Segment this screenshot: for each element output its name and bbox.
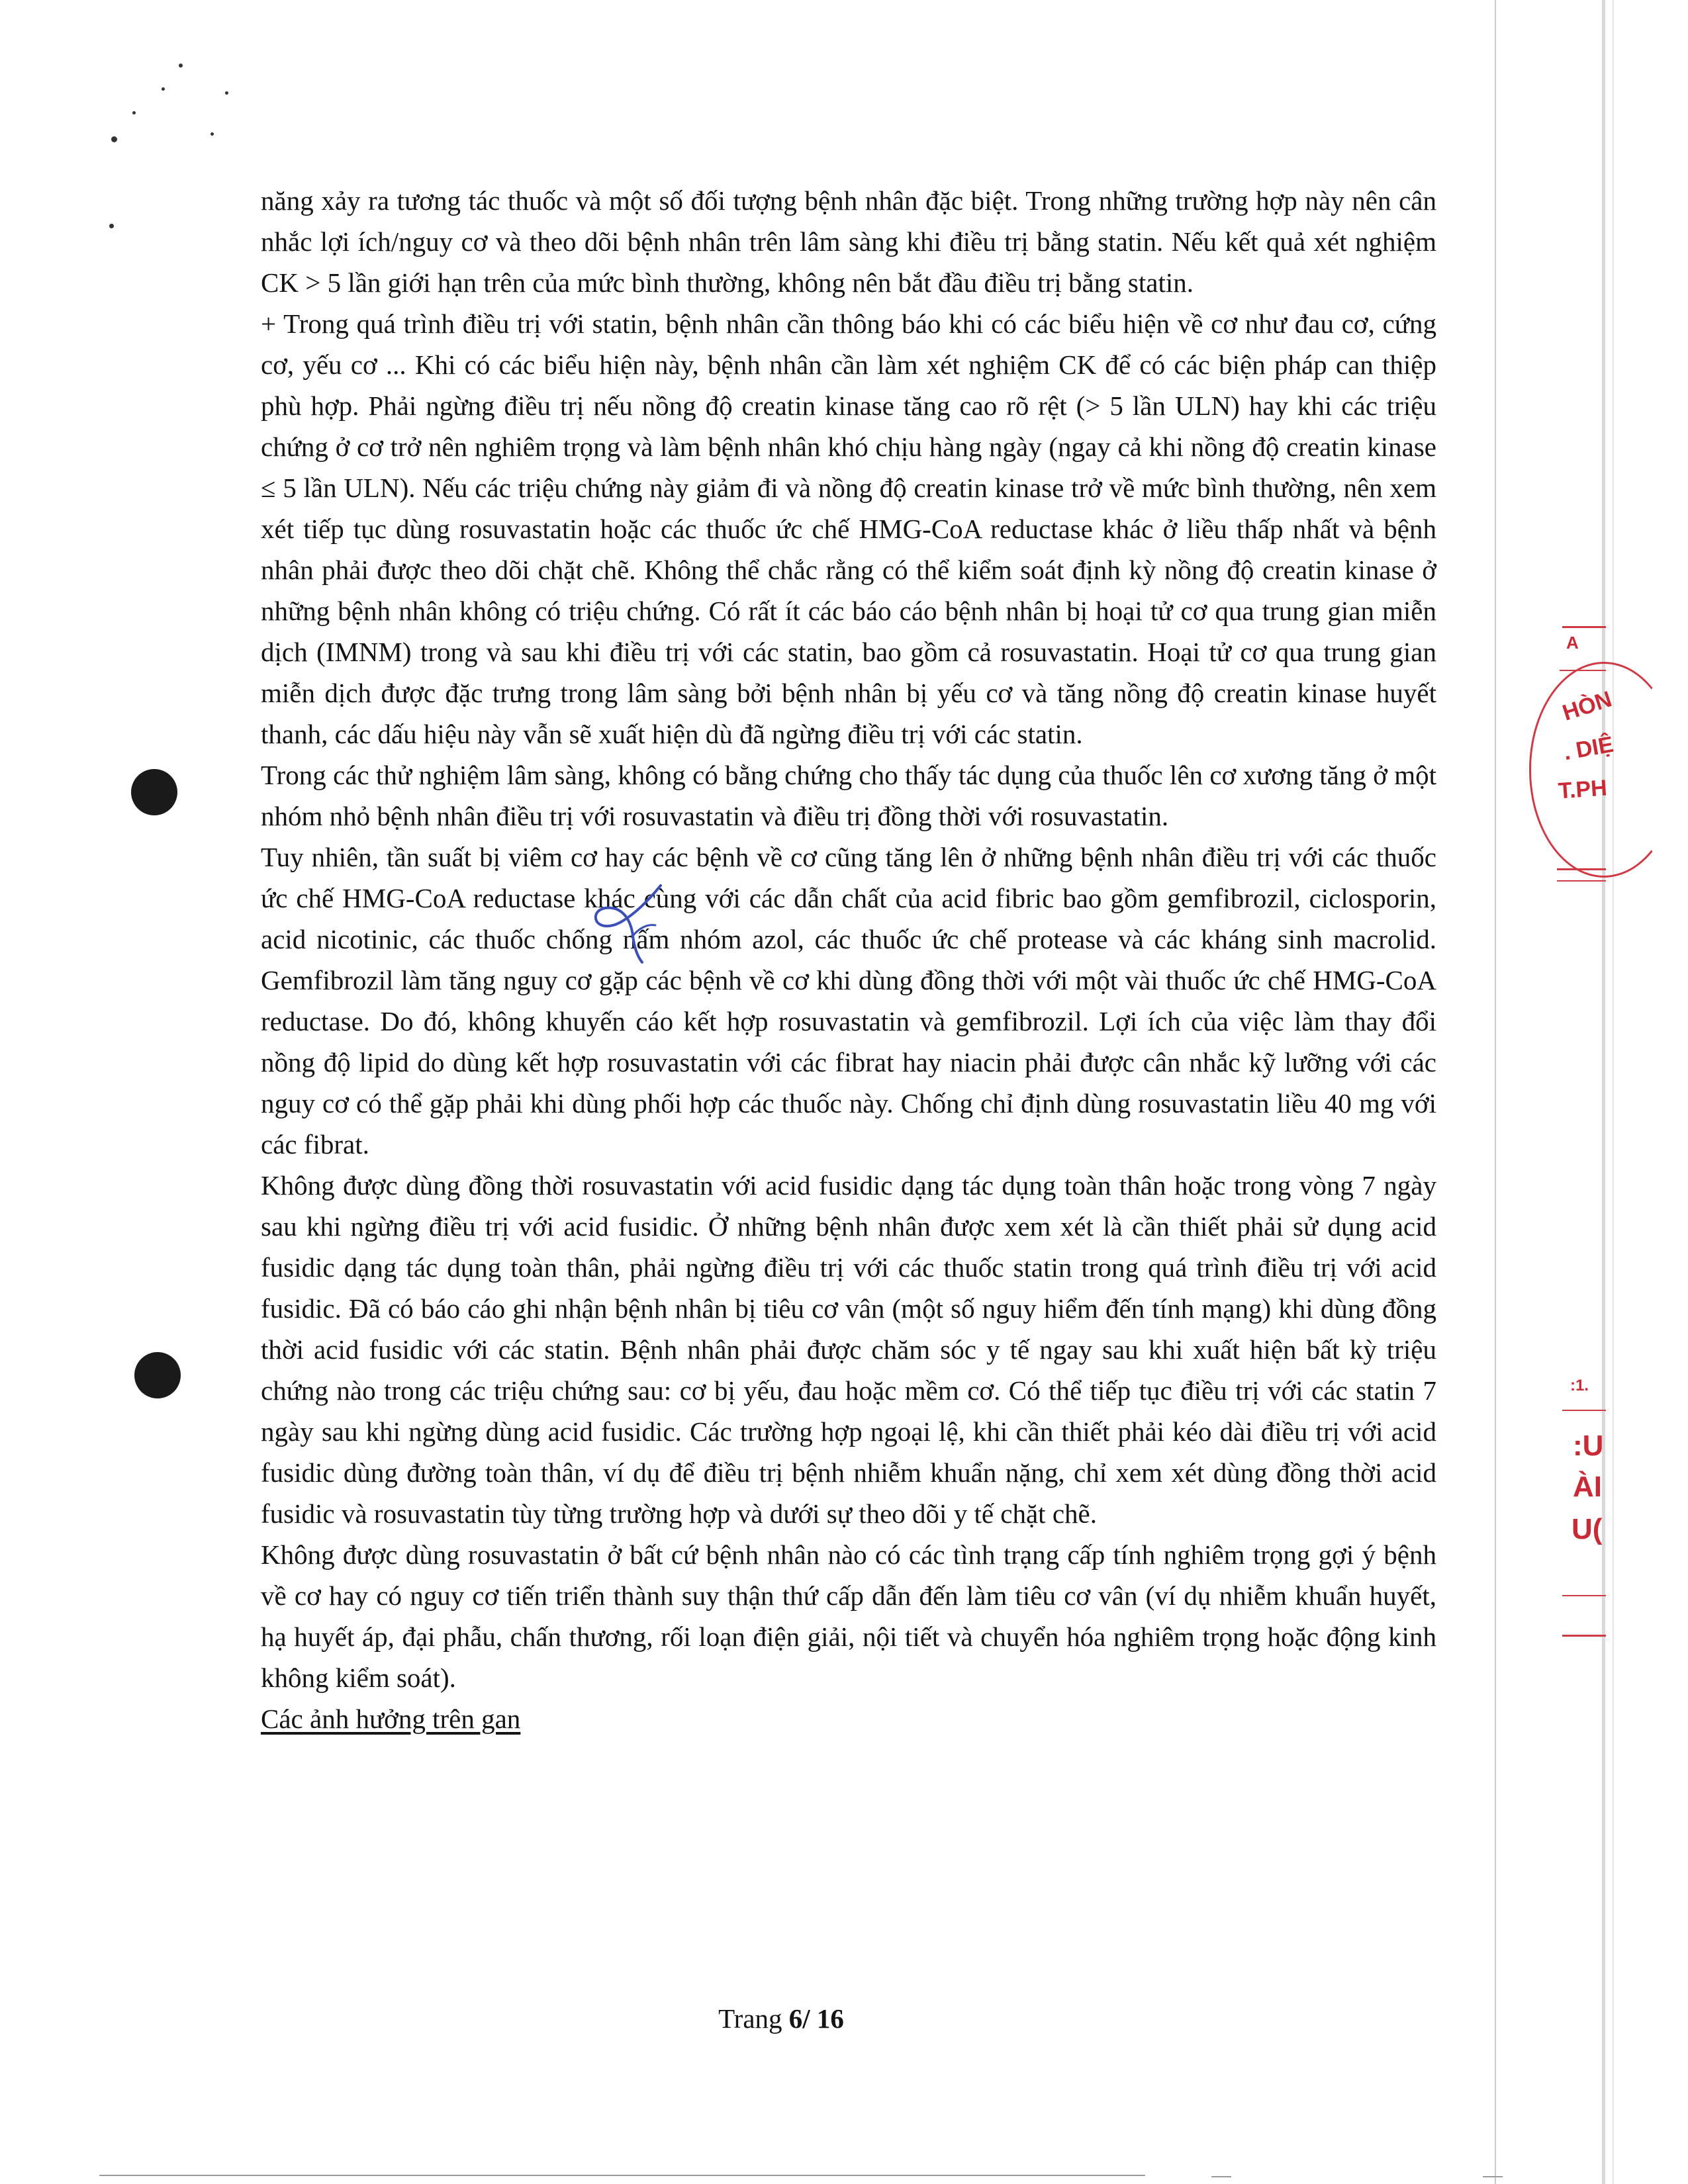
stamp-text: ÀI (1573, 1471, 1602, 1503)
paragraph: năng xảy ra tương tác thuốc và một số đối tượng bệnh nhân đặc biệt. Trong những trường hợp này nên cân nhắc lợi ích/nguy cơ và theo dõi bệnh nhân trên lâm sàng khi điều trị bằng statin. Nếu kết quả xét nghiệm CK > 5 lần giới hạn trên của mức bình thường, không nên bắt đầu điều trị bằng statin. (261, 185, 1436, 298)
handwritten-ink-mark (583, 880, 675, 966)
scan-bottom-rule (99, 2175, 1145, 2176)
stamp-text: U( (1571, 1513, 1603, 1545)
stamp-border (1562, 1635, 1606, 1637)
scan-speck (111, 136, 117, 142)
scan-speck (225, 91, 228, 95)
stamp-text: HÒN (1559, 686, 1615, 726)
scan-speck (162, 87, 165, 91)
scan-speck (109, 224, 114, 228)
stamp-border (1557, 868, 1606, 870)
stamp-text: A (1566, 633, 1579, 653)
page-edge-line (1613, 0, 1614, 2184)
paragraph: Trong các thử nghiệm lâm sàng, không có bằng chứng cho thấy tác dụng của thuốc lên cơ xương tăng ở một nhóm nhỏ bệnh nhân điều trị với rosuvastatin và điều trị đồng thời với rosuvastatin. (261, 760, 1436, 831)
stamp-border (1562, 1410, 1606, 1411)
paragraph: Không được dùng rosuvastatin ở bất cứ bệnh nhân nào có các tình trạng cấp tính nghiêm trọng gợi ý bệnh về cơ hay có nguy cơ tiến triển thành suy thận thứ cấp dẫn đến làm tiêu cơ vân (ví dụ nhiễm khuẩn huyết, hạ huyết áp, đại phẫu, chấn thương, rối loạn điện giải, nội tiết và chuyển hóa nghiêm trọng hoặc động kinh không kiểm soát). (261, 1539, 1436, 1693)
section-heading: Các ảnh hưởng trên gan (261, 1704, 521, 1734)
paragraph: Không được dùng đồng thời rosuvastatin với acid fusidic dạng tác dụng toàn thân hoặc trong vòng 7 ngày sau khi ngừng điều trị với acid fusidic. Ở những bệnh nhân được xem xét là cần thiết phải sử dụng acid fusidic dạng tác dụng toàn thân, phải ngừng điều trị với các thuốc statin trong quá trình điều trị với acid fusidic. Đã có báo cáo ghi nhận bệnh nhân bị tiêu cơ vân (một số nguy hiểm đến tính mạng) khi dùng đồng thời acid fusidic với các statin. Bệnh nhân phải được chăm sóc y tế ngay sau khi xuất hiện bất kỳ triệu chứng nào trong các triệu chứng sau: cơ bị yếu, đau hoặc mềm cơ. Có thể tiếp tục điều trị với các statin 7 ngày sau khi ngừng dùng acid fusidic. Các trường hợp ngoại lệ, khi cần thiết phải kéo dài điều trị với acid fusidic dùng đường toàn thân, ví dụ để điều trị bệnh nhiễm khuẩn nặng, chỉ xem xét dùng đồng thời acid fusidic và rosuvastatin tùy từng trường hợp và dưới sự theo dõi y tế chặt chẽ. (261, 1170, 1436, 1529)
scan-speck (211, 132, 214, 136)
punch-hole (134, 1352, 181, 1398)
stamp-ring (1529, 662, 1679, 878)
paragraph: Tuy nhiên, tần suất bị viêm cơ hay các bệnh về cơ cũng tăng lên ở những bệnh nhân điều trị với các thuốc ức chế HMG-CoA reductase khác cùng với các dẫn chất của acid fibric bao gồm gemfibrozil, ciclosporin, acid nicotinic, các thuốc chống nấm nhóm azol, các thuốc ức chế protease và các kháng sinh macrolid. Gemfibrozil làm tăng nguy cơ gặp các bệnh về cơ khi dùng đồng thời với một vài thuốc ức chế HMG-CoA reductase. Do đó, không khuyến cáo kết hợp rosuvastatin và gemfibrozil. Lợi ích của việc làm thay đổi nồng độ lipid do dùng kết hợp rosuvastatin với các fibrat hay niacin phải được cân nhắc kỹ lưỡng với các nguy cơ có thể gặp phải khi dùng phối hợp các thuốc này. Chống chỉ định dùng rosuvastatin liều 40 mg với các fibrat. (261, 842, 1436, 1160)
stamp-text: T.PH (1557, 775, 1608, 804)
stamp-border (1562, 1595, 1606, 1596)
stamp-text: :U (1573, 1430, 1604, 1462)
stamp-border (1562, 626, 1606, 628)
scan-speck (179, 64, 183, 68)
page-footer (0, 1999, 1562, 2038)
scan-bottom-rule (1211, 2176, 1231, 2177)
stamp-text: :1. (1570, 1377, 1589, 1394)
scan-bottom-rule (1483, 2176, 1503, 2177)
scan-speck (132, 111, 136, 114)
page-number: 6/ 16 (788, 2003, 844, 2034)
document-body (261, 180, 1436, 1739)
page-edge-line (1602, 0, 1605, 2184)
paragraph: + Trong quá trình điều trị với statin, bệnh nhân cần thông báo khi có các biểu hiện về cơ như đau cơ, cứng cơ, yếu cơ ... Khi có các biểu hiện này, bệnh nhân cần làm xét nghiệm CK để có các biện pháp can thiệp phù hợp. Phải ngừng điều trị nếu nồng độ creatin kinase tăng cao rõ rệt (> 5 lần ULN) hay khi các triệu chứng ở cơ trở nên nghiêm trọng và làm bệnh nhân khó chịu hàng ngày (ngay cả khi nồng độ creatin kinase ≤ 5 lần ULN). Nếu các triệu chứng này giảm đi và nồng độ creatin kinase trở về mức bình thường, nên xem xét tiếp tục dùng rosuvastatin hoặc các thuốc ức chế HMG-CoA reductase khác ở liều thấp nhất và bệnh nhân phải được theo dõi chặt chẽ. Không thể chắc rằng có thể kiểm soát định kỳ nồng độ creatin kinase ở những bệnh nhân không có triệu chứng. Có rất ít các báo cáo bệnh nhân bị hoại tử cơ qua trung gian miễn dịch (IMNM) trong và sau khi điều trị với các statin, bao gồm cả rosuvastatin. Hoại tử cơ qua trung gian miễn dịch được đặc trưng trong lâm sàng bởi bệnh nhân bị yếu cơ và tăng nồng độ creatin kinase huyết thanh, các dấu hiệu này vẫn sẽ xuất hiện dù đã ngừng điều trị với các statin. (261, 308, 1436, 749)
stamp-border (1557, 880, 1606, 882)
punch-hole (131, 769, 177, 815)
stamp-text: . DIỆ (1562, 731, 1616, 766)
page-label: Trang (718, 2003, 789, 2034)
page-edge-line (1495, 0, 1496, 2184)
